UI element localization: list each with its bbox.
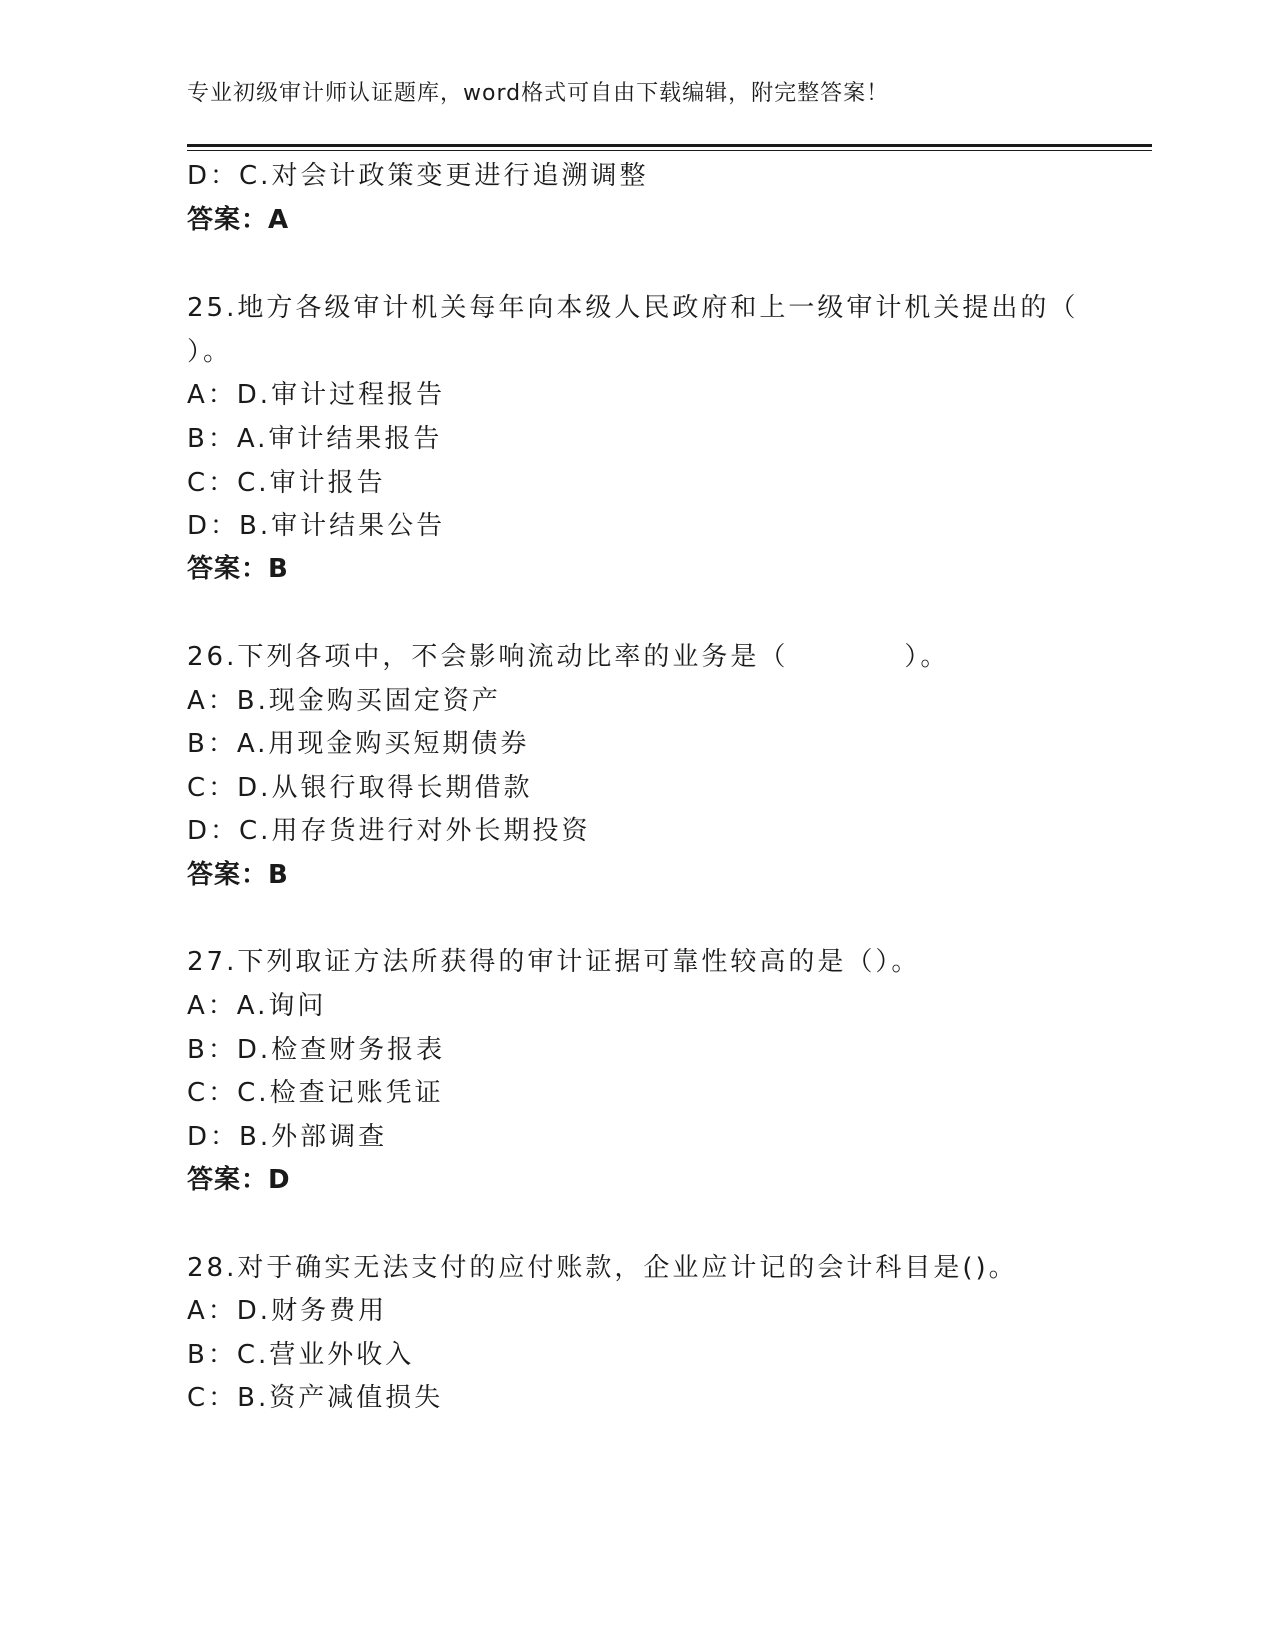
q26-answer: 答案：B — [187, 860, 289, 890]
q26-option-b: B：A.用现金购买短期债券 — [187, 729, 530, 759]
q24-answer: 答案：A — [187, 205, 290, 235]
q28-stem: 28.对于确实无法支付的应付账款，企业应计记的会计科目是()。 — [187, 1253, 1018, 1283]
q28-option-b: B：C.营业外收入 — [187, 1340, 415, 1370]
q28-option-c: C：B.资产减值损失 — [187, 1383, 444, 1413]
q26-option-c: C：D.从银行取得长期借款 — [187, 773, 533, 803]
q25-option-c: C：C.审计报告 — [187, 468, 386, 498]
q25-option-b: B：A.审计结果报告 — [187, 424, 443, 454]
q25-stem-line1: 25.地方各级审计机关每年向本级人民政府和上一级审计机关提出的（ — [187, 293, 1079, 323]
header-rule-thick — [187, 144, 1152, 147]
q26-option-d: D：C.用存货进行对外长期投资 — [187, 816, 591, 846]
page-header: 专业初级审计师认证题库，word格式可自由下载编辑，附完整答案！ — [187, 81, 890, 106]
q25-option-d: D：B.审计结果公告 — [187, 511, 446, 541]
q27-option-a: A：A.询问 — [187, 991, 327, 1021]
q26-option-a: A：B.现金购买固定资产 — [187, 686, 501, 716]
q25-stem-line2: ）。 — [187, 337, 233, 367]
header-rule-thin — [187, 150, 1152, 151]
q27-option-b: B：D.检查财务报表 — [187, 1035, 446, 1065]
q25-answer: 答案：B — [187, 554, 289, 584]
q27-answer: 答案：D — [187, 1165, 291, 1195]
q25-option-a: A：D.审计过程报告 — [187, 380, 446, 410]
q27-option-d: D：B.外部调查 — [187, 1122, 388, 1152]
q27-option-c: C：C.检查记账凭证 — [187, 1078, 444, 1108]
q28-option-a: A：D.财务费用 — [187, 1296, 388, 1326]
q26-stem: 26.下列各项中，不会影响流动比率的业务是（ ）。 — [187, 642, 950, 672]
q24-option-d: D：C.对会计政策变更进行追溯调整 — [187, 161, 649, 191]
q27-stem: 27.下列取证方法所获得的审计证据可靠性较高的是（）。 — [187, 947, 921, 977]
